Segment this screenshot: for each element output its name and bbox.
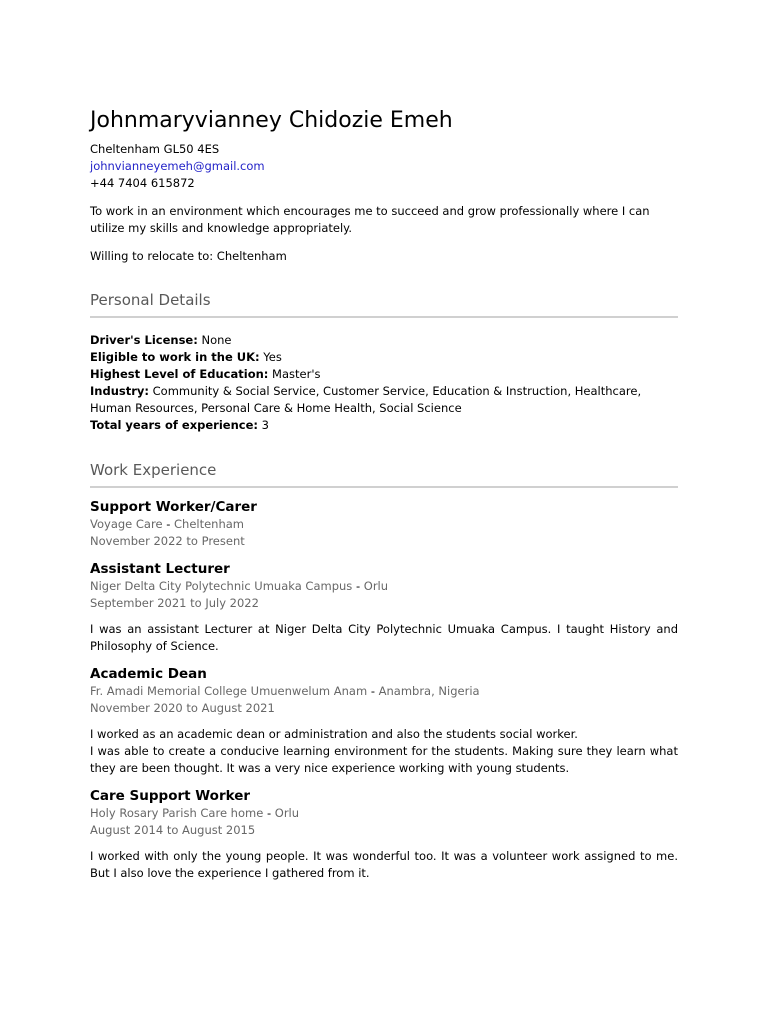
job-entry	[90, 787, 678, 882]
personal-details-list	[90, 332, 678, 434]
detail-value: Master's	[272, 366, 321, 381]
job-employer	[90, 683, 678, 700]
job-employer	[90, 805, 678, 822]
relocate-text: Willing to relocate to: Cheltenham	[90, 249, 287, 263]
detail-label: Industry:	[90, 383, 149, 398]
job-title: Assistant Lecturer	[90, 560, 230, 577]
detail-row-experience	[90, 417, 678, 434]
company-name: Voyage Care	[90, 516, 163, 531]
detail-label: Driver's License:	[90, 332, 198, 347]
job-entry	[90, 498, 678, 550]
job-description: I was an assistant Lecturer at Niger Delta City Polytechnic Umuaka Campus. I taught History and Philosophy of Science.	[90, 621, 678, 653]
job-title: Support Worker/Carer	[90, 498, 257, 515]
job-description	[90, 726, 678, 777]
location-text: Cheltenham GL50 4ES	[90, 142, 220, 156]
candidate-name: Johnmaryvianney Chidozie Emeh	[90, 108, 453, 133]
job-entry	[90, 560, 678, 655]
personal-details-heading: Personal Details	[90, 290, 678, 318]
job-description-line: I worked as an academic dean or administration and also the students social worker.	[90, 726, 578, 741]
separator: -	[166, 516, 171, 531]
work-experience-heading: Work Experience	[90, 460, 678, 488]
detail-label: Highest Level of Education:	[90, 366, 269, 381]
detail-row-eligible	[90, 349, 678, 366]
phone-text: +44 7404 615872	[90, 176, 195, 190]
detail-value: 3	[261, 417, 269, 432]
separator: -	[355, 578, 361, 593]
company-name: Holy Rosary Parish Care home	[90, 805, 264, 820]
job-location: Anambra, Nigeria	[378, 683, 480, 698]
job-location: Orlu	[363, 578, 389, 593]
job-description: I worked with only the young people. It was wonderful too. It was a volunteer work assigned to me. But I also love the experience I gathered from it.	[90, 848, 678, 880]
job-dates: November 2022 to Present	[90, 533, 245, 548]
job-employer	[90, 516, 678, 533]
separator: -	[266, 805, 272, 820]
detail-value: Community & Social Service, Customer Service, Education & Instruction, Healthcare, Human Resources, Personal Care & Home Health, Social Science	[90, 383, 642, 415]
detail-label: Eligible to work in the UK:	[90, 349, 260, 364]
job-employer	[90, 578, 678, 595]
job-dates: August 2014 to August 2015	[90, 822, 256, 837]
detail-row-license	[90, 332, 678, 349]
objective-text: To work in an environment which encourages me to succeed and grow professionally where I can utilize my skills and knowledge appropriately.	[90, 204, 650, 235]
job-location: Cheltenham	[174, 516, 244, 531]
detail-row-education	[90, 366, 678, 383]
separator: -	[370, 683, 375, 698]
job-location: Orlu	[274, 805, 300, 820]
detail-value: None	[201, 332, 232, 347]
company-name: Niger Delta City Polytechnic Umuaka Campus	[90, 578, 353, 593]
job-title: Care Support Worker	[90, 787, 251, 804]
job-description-line: I was able to create a conducive learning environment for the students. Making sure they learn what they are been thought. It was a very nice experience working with young students.	[90, 743, 678, 775]
job-dates: November 2020 to August 2021	[90, 700, 275, 715]
detail-row-industry	[90, 383, 678, 417]
job-title: Academic Dean	[90, 665, 207, 682]
email-link[interactable]: johnvianneyemeh@gmail.com	[90, 159, 265, 173]
detail-value: Yes	[263, 349, 282, 364]
contact-block	[90, 141, 678, 192]
job-entry	[90, 665, 678, 777]
resume-content	[90, 106, 678, 882]
company-name: Fr. Amadi Memorial College Umuenwelum Anam	[90, 683, 368, 698]
job-dates: September 2021 to July 2022	[90, 595, 259, 610]
detail-label: Total years of experience:	[90, 417, 258, 432]
